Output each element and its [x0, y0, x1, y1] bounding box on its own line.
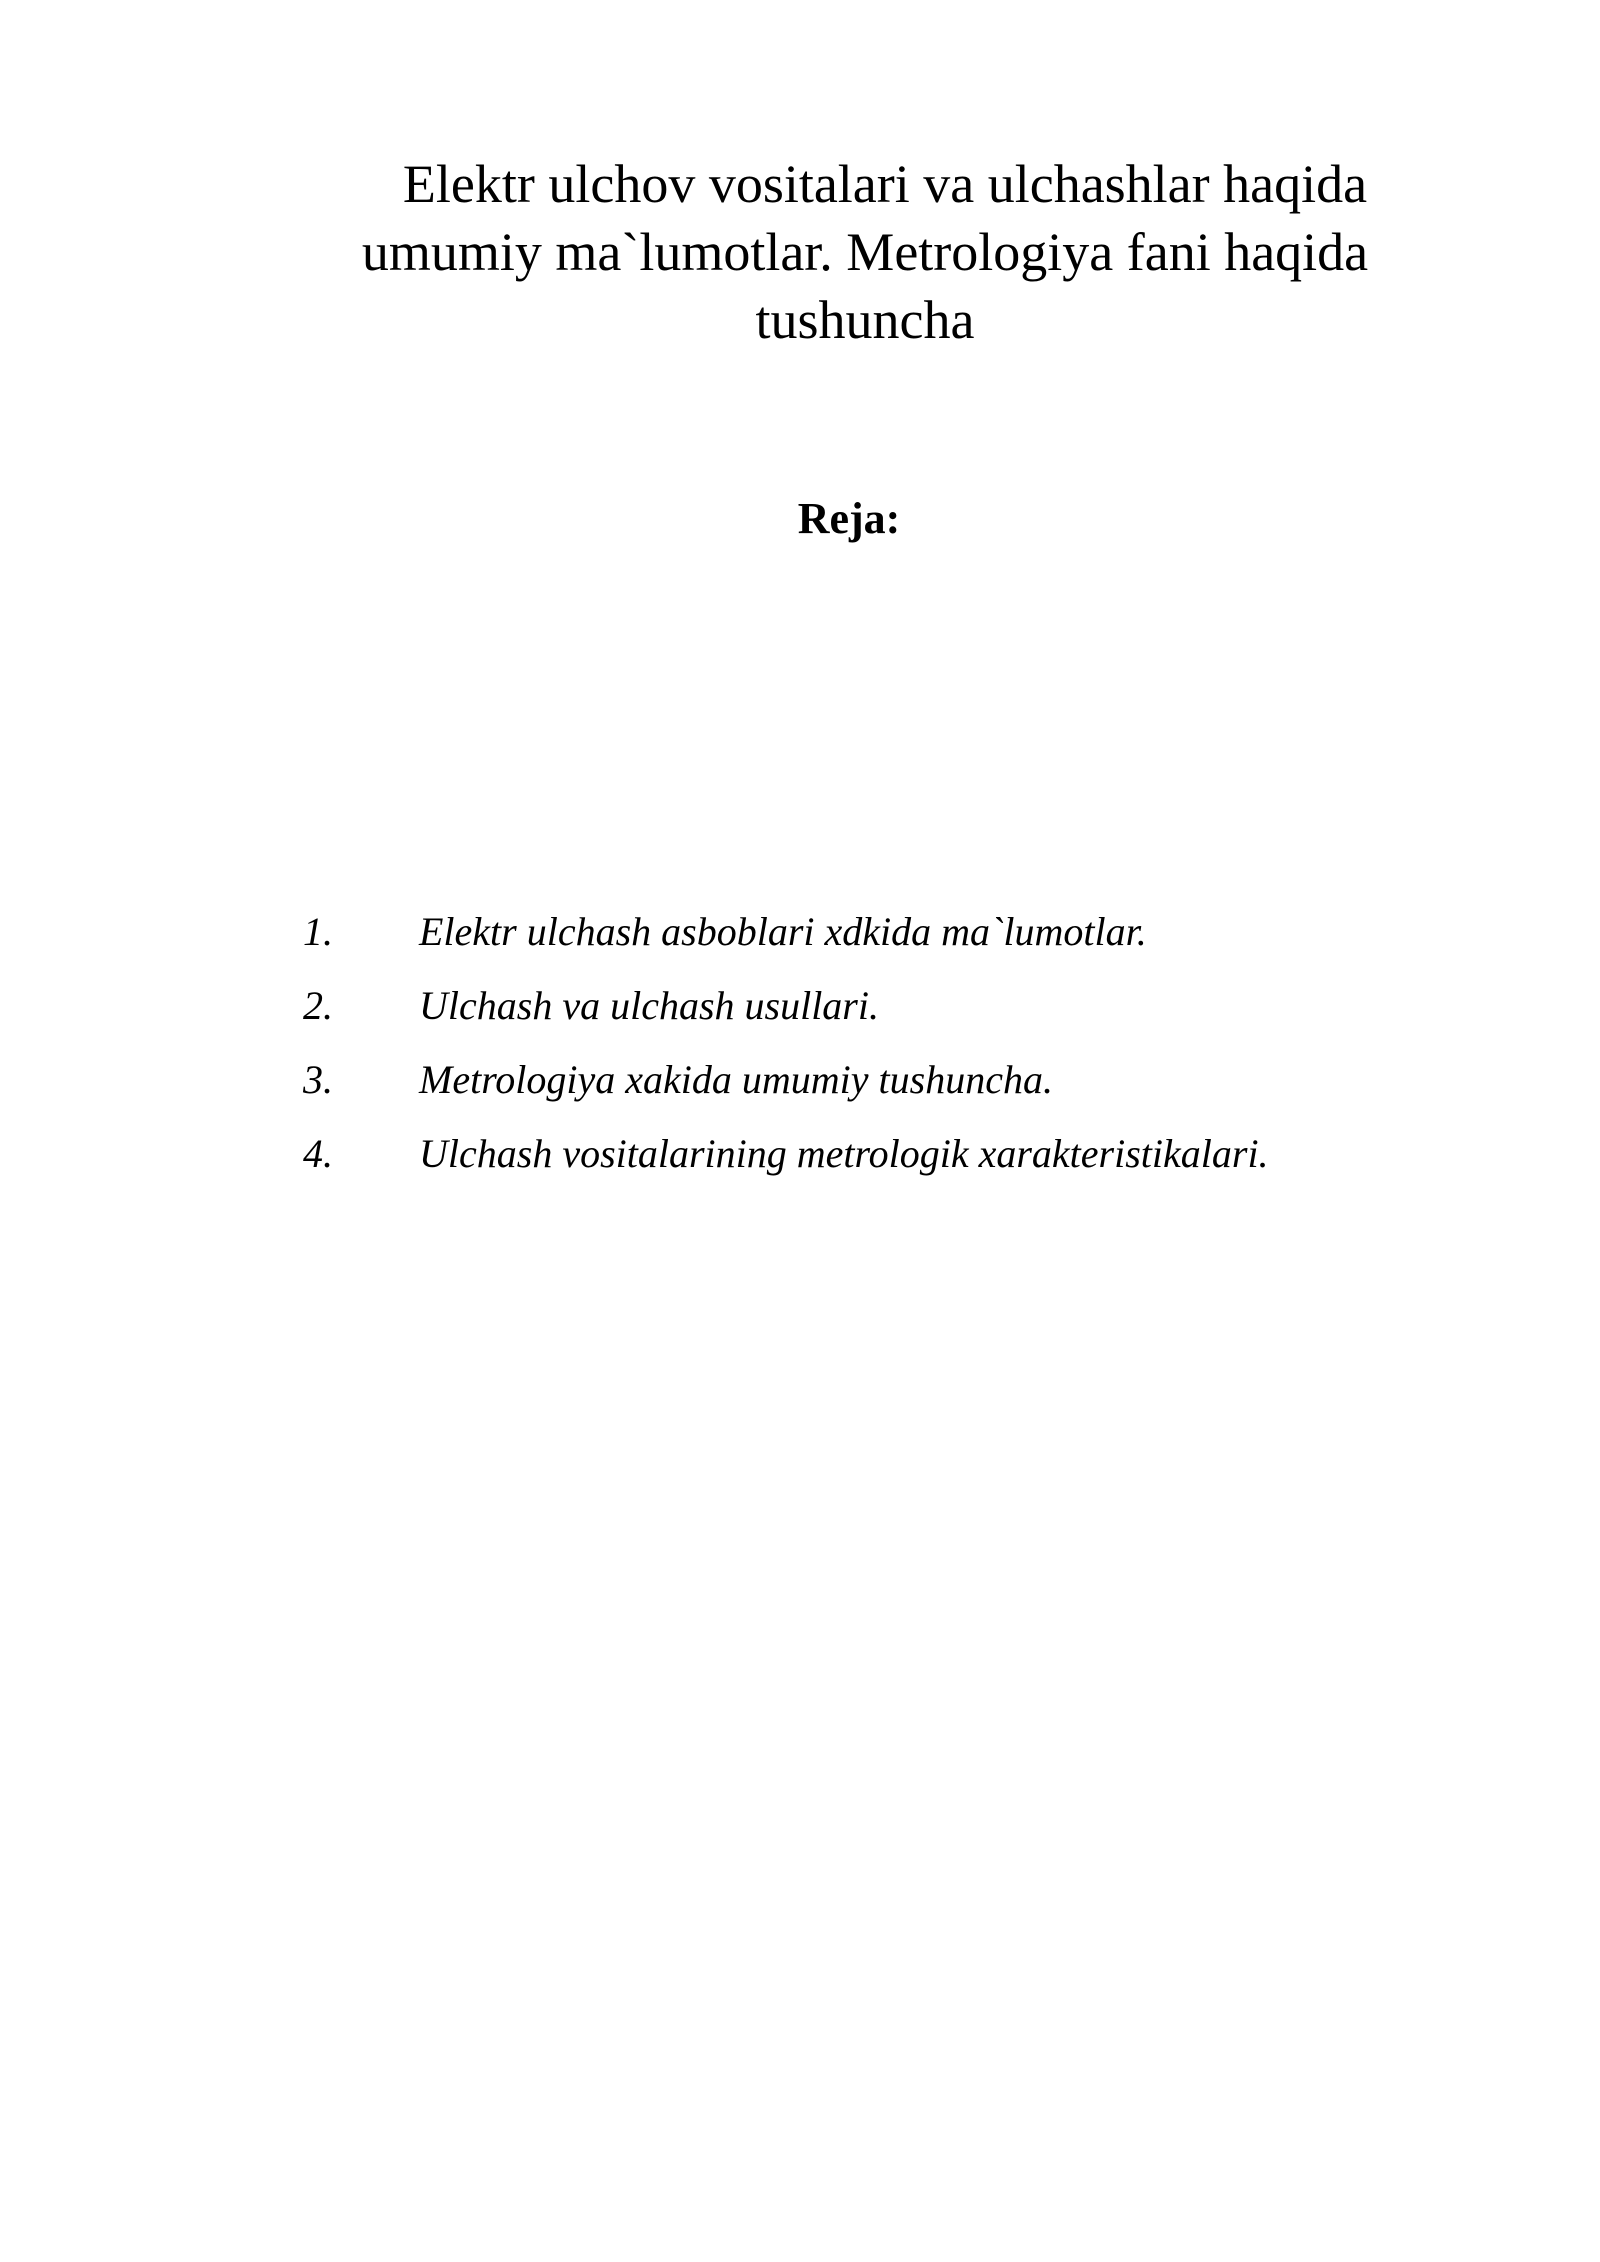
list-item-text: Ulchash va ulchash usullari.: [419, 983, 879, 1028]
list-item: [303, 982, 1269, 1056]
title-line-3: tushuncha: [755, 290, 975, 350]
plan-list: [303, 908, 1269, 1204]
list-item-number: 2.: [303, 983, 333, 1028]
list-item-number: 4.: [303, 1131, 333, 1176]
list-item: [303, 908, 1269, 982]
list-item-number: 3.: [303, 1057, 333, 1102]
title-line-1: Elektr ulchov vositalari va ulchashlar haqida: [402, 154, 1368, 214]
list-item: [303, 1056, 1269, 1130]
list-item-text: Metrologiya xakida umumiy tushuncha.: [419, 1057, 1053, 1102]
document-title: [300, 150, 1430, 354]
list-item-text: Ulchash vositalarining metrologik xarakteristikalari.: [419, 1131, 1269, 1176]
list-item-text: Elektr ulchash asboblari xdkida ma`lumotlar.: [419, 909, 1147, 954]
title-line-2: umumiy ma`lumotlar. Metrologiya fani haqida: [361, 222, 1369, 282]
plan-heading: Reja:: [797, 494, 901, 543]
list-item: [303, 1130, 1269, 1204]
list-item-number: 1.: [303, 909, 333, 954]
